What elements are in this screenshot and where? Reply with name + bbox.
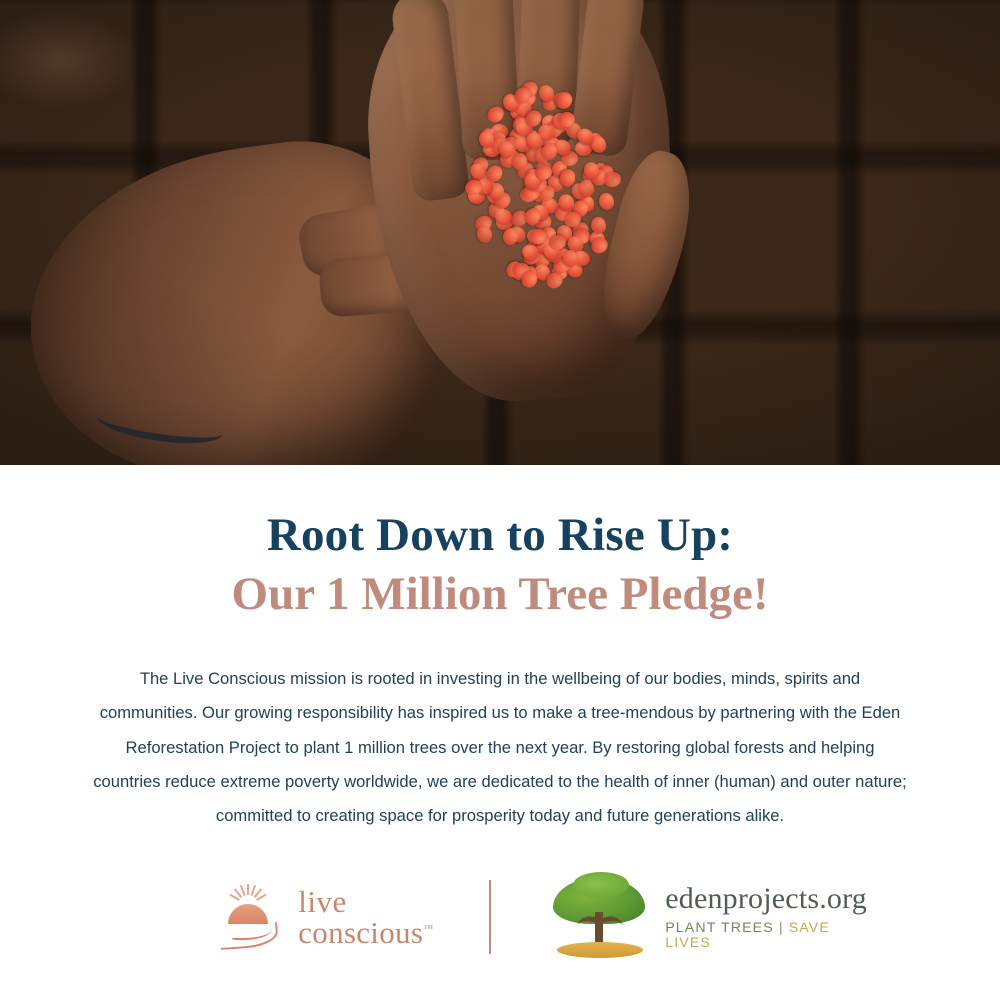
headline-line-1: Root Down to Rise Up: xyxy=(266,509,734,561)
eden-projects-logo[interactable] xyxy=(547,872,877,962)
eden-site-name: edenprojects.org xyxy=(665,882,867,916)
eden-tagline-save: SAVE LIVES xyxy=(665,919,830,951)
photo-vignette xyxy=(0,0,1000,465)
hero-photo xyxy=(0,0,1000,465)
live-conscious-wordmark xyxy=(298,886,433,948)
logo-divider xyxy=(489,880,491,954)
logo-row xyxy=(0,842,1000,1000)
eden-tagline-plant: PLANT TREES xyxy=(665,919,774,936)
live-conscious-word-conscious: conscious™ xyxy=(298,915,433,950)
live-conscious-word-live: live xyxy=(298,884,347,919)
body-paragraph: The Live Conscious mission is rooted in investing in the wellbeing of our bodies, minds, spirits and communities. Our growing responsibility has inspired us to make a tree-mendous by partnering with the Eden Reforestation Project to plant 1 million trees over the next year. By restoring global forests and helping countries reduce extreme poverty worldwide, we are dedicated to the health of inner (human) and outer nature; committed to creating space for prosperity today and future generations alike. xyxy=(93,669,907,825)
sunrise-leaf-icon xyxy=(212,884,284,950)
trademark-symbol: ™ xyxy=(423,923,433,935)
live-conscious-logo[interactable] xyxy=(123,884,433,950)
headline-line-2: Our 1 Million Tree Pledge! xyxy=(231,567,769,620)
eden-tagline-separator: | xyxy=(778,919,784,936)
acacia-tree-icon xyxy=(547,872,649,962)
eden-wordmark xyxy=(665,883,877,950)
text-block xyxy=(0,465,1000,842)
eden-tagline xyxy=(665,921,877,951)
